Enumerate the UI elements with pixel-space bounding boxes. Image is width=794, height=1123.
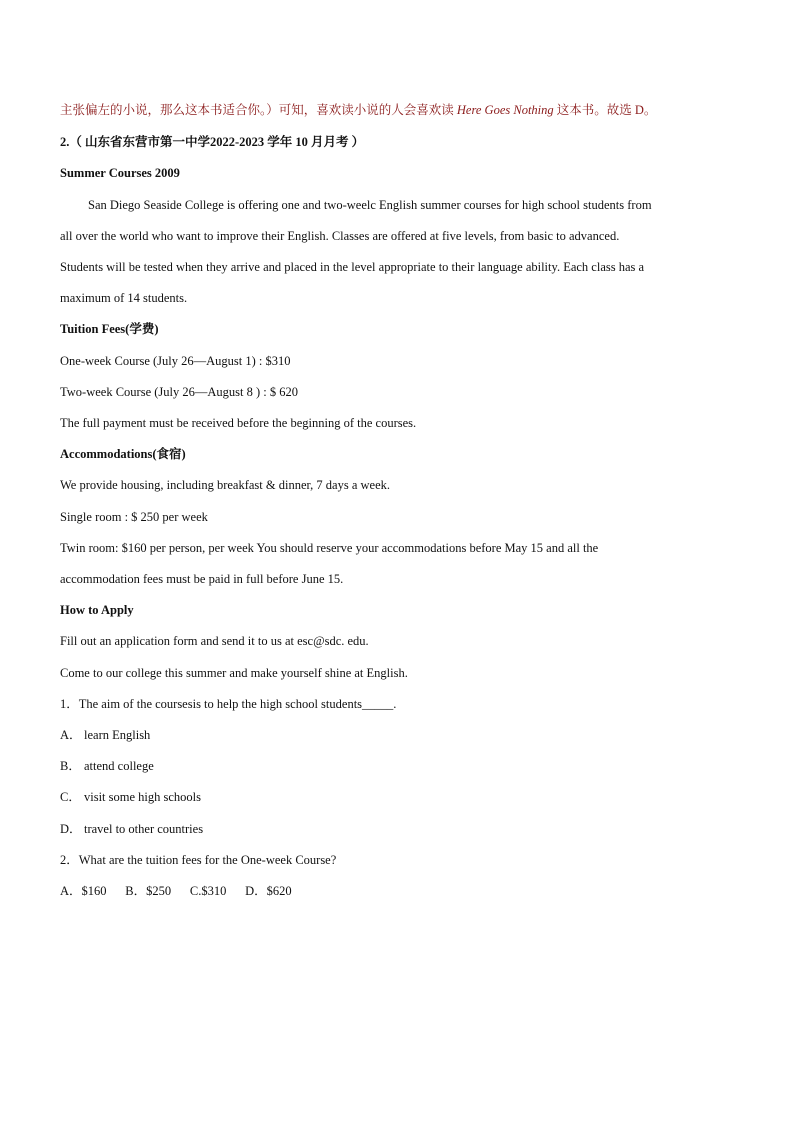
tuition-line-1: One-week Course (July 26—August 1) : $310 [60, 354, 291, 368]
question-1-option-b [60, 758, 154, 774]
accommodation-line-3: Twin room: $160 per person, per week You should reserve your accommodations before May 15 and all the [60, 541, 599, 555]
option-text: travel to other countries [84, 822, 204, 836]
option-text: visit some high schools [84, 790, 202, 804]
tuition-heading: Tuition Fees(学费) [60, 322, 159, 336]
option-letter: B． [60, 759, 81, 773]
option-text: attend college [84, 759, 154, 773]
question-1-stem: 1．The aim of the coursesis to help the high school students_____. [60, 697, 397, 711]
answer-explanation-tail [60, 102, 656, 118]
book-title: Here Goes Nothing [456, 103, 554, 117]
intro-line-4: maximum of 14 students. [60, 291, 188, 305]
apply-line-2: Come to our college this summer and make yourself shine at English. [60, 666, 408, 680]
option-letter: D． [60, 822, 82, 836]
intro-line-1: San Diego Seaside College is offering one and two-weelc English summer courses for high school students from [88, 198, 652, 212]
question-2-options: A．$160 B．$250 C.$310 D．$620 [60, 884, 292, 898]
tuition-line-3: The full payment must be received before the beginning of the courses. [60, 416, 417, 430]
option-letter: A． [60, 728, 82, 742]
option-text: learn English [84, 728, 151, 742]
intro-line-3: Students will be tested when they arrive and placed in the level appropriate to their language ability. Each class has a [60, 260, 645, 274]
accommodation-line-4: accommodation fees must be paid in full before June 15. [60, 572, 344, 586]
apply-line-1: Fill out an application form and send it to us at esc@sdc. edu. [60, 634, 369, 648]
tuition-line-2: Two-week Course (July 26—August 8 ) : $ 620 [60, 385, 298, 399]
intro-line-2: all over the world who want to improve their English. Classes are offered at five levels, from basic to advanced. [60, 229, 620, 243]
answer-text-after: 这本书。故选 D。 [553, 103, 657, 117]
question-1-option-d [60, 821, 203, 837]
question-1-option-c [60, 789, 201, 805]
question-header: 2.（ 山东省东营市第一中学2022-2023 学年 10 月月考 ） [60, 135, 365, 149]
answer-text-before: 主张偏左的小说，那么这本书适合你。）可知，喜欢读小说的人会喜欢读 [60, 103, 457, 117]
option-letter: C． [60, 790, 81, 804]
apply-heading: How to Apply [60, 603, 134, 617]
accommodation-line-1: We provide housing, including breakfast & dinner, 7 days a week. [60, 478, 391, 492]
accommodation-heading: Accommodations(食宿) [60, 447, 186, 461]
question-1-option-a [60, 727, 150, 743]
question-2-stem: 2．What are the tuition fees for the One-week Course? [60, 853, 337, 867]
passage-title: Summer Courses 2009 [60, 166, 180, 180]
accommodation-line-2: Single room : $ 250 per week [60, 510, 208, 524]
